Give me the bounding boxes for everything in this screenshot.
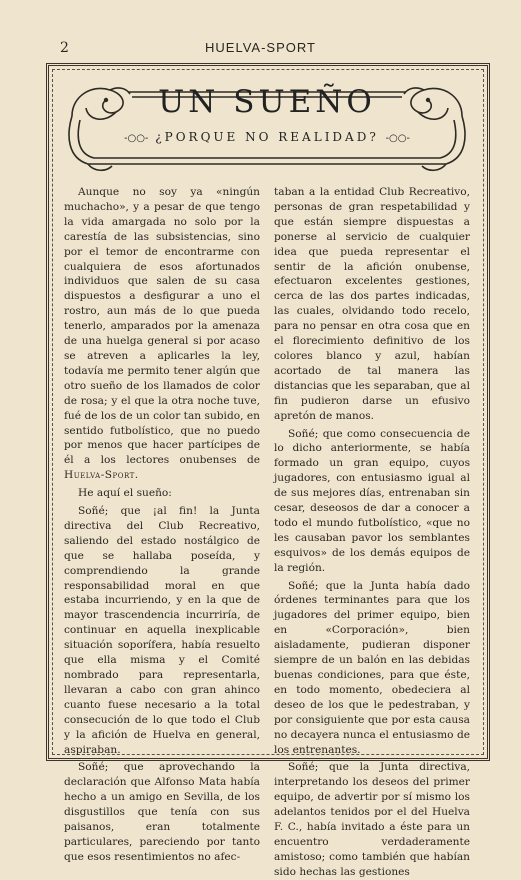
left-column [64, 185, 260, 865]
running-head: HUELVA-SPORT [205, 40, 316, 55]
paragraph: Soñé; que aprovechando la declaración que Alfonso Mata había hecho a un amigo en Sevilla, de los disgustillos que tenía con sus paisanos, eran totalmente particulares, pareciendo por tanto que esos resentimientos no afec- [64, 761, 260, 863]
paragraph: Soñé; que la Junta directiva, interpretando los deseos del primer equipo, de advertir por sí mismo los adelantos tenidos por el del Huelva F. C., había invitado a éste para un encuentro verdaderamente amistoso; como también que habían sido hechas las gestiones [274, 761, 470, 878]
publication-name: Huelva-Sport. [64, 469, 139, 482]
paragraph: Soñé; que la Junta había dado órdenes terminantes para que los jugadores del primer equipo, bien en «Corporación», bien aisladamente, pudieran disponer siempre de un balón en las debidas buenas condiciones, para que éste, en todo momento, obedeciera al deseo de los que le pedestraban, y por consiguiente que por esta causa no decayera nunca el entusiasmo de los entrenantes. [274, 579, 470, 756]
paragraph: Soñé; que como consecuencia de lo dicho anteriormente, se había formado un gran equipo, cuyos jugadores, con entusiasmo igual al de sus mejores días, entrenaban sin cesar, deseosos de dar a conocer a todo el mundo futbolístico, «que no les causaban pavor los semblantes esquivos» de los demás equipos de la región. [274, 427, 470, 574]
title-banner [58, 76, 476, 178]
article-title: UN SUEÑO [158, 84, 376, 120]
paragraph: taban a la entidad Club Recreativo, personas de gran respetabilidad y que están siempre dispuestas a ponerse al servicio de cualquier idea que pueda representar el sentir de la afición onubense, efectuaron excelentes gestiones, cerca de las dos partes indicadas, las cuales, olvidando todo recelo, para no pensar en otra cosa que en el florecimiento definitivo de los colores blanco y azul, habían acortado de tal manera las distancias que les separaban, que al fin pudieron darse un efusivo apretón de manos. [274, 186, 470, 422]
paragraph-text: Aunque no soy ya «ningún muchacho», y a pesar de que tengo la vida amargada no solo por la carestía de las subsistencias, sino por el temor de encontrarme con cualquiera de esos afortunados individuos que salen de su casa dispuestos a desfigurar a uno el rostro, aun más de lo que pueda tenerlo, amparados por la amenaza de una huelga general si por acaso se atreven a aplicarles la ley, todavía me permito tener algún que otro sueño de los llamados de color de rosa; y el que la otra noche tuve, fué de los de un color tan subido, en sentido futbolístico, que no puedo por menos que hacer partícipes de él a los lectores onubenses de [64, 186, 260, 467]
article-subtitle-line [58, 130, 476, 144]
paragraph [64, 185, 260, 483]
page-number: 2 [60, 40, 69, 56]
paragraph: Soñé; que ¡al fin! la Junta directiva del Club Recreativo, saliendo del estado nostálgico de que se hallaba poseída, y comprendiendo la grande responsabilidad moral en que estaba incurriendo, y en la que de mayor trascendencia incurriría, de continuar en aquella inexplicable situación soporífera, había resuelto que ella misma y el Comité nombrado para representarla, llevaran a cabo con gran ahinco cuanto fuese necesario a la total consecución de lo que todo el Club y la afición de Huelva en general, aspiraban. [64, 505, 260, 756]
paragraph: He aquí el sueño: [78, 487, 172, 500]
article-subtitle: ¿PORQUE NO REALIDAD? [155, 130, 379, 144]
subtitle-ornament-left: -○○- [124, 133, 149, 144]
subtitle-ornament-right: -○○- [385, 133, 410, 144]
right-column [274, 185, 470, 880]
